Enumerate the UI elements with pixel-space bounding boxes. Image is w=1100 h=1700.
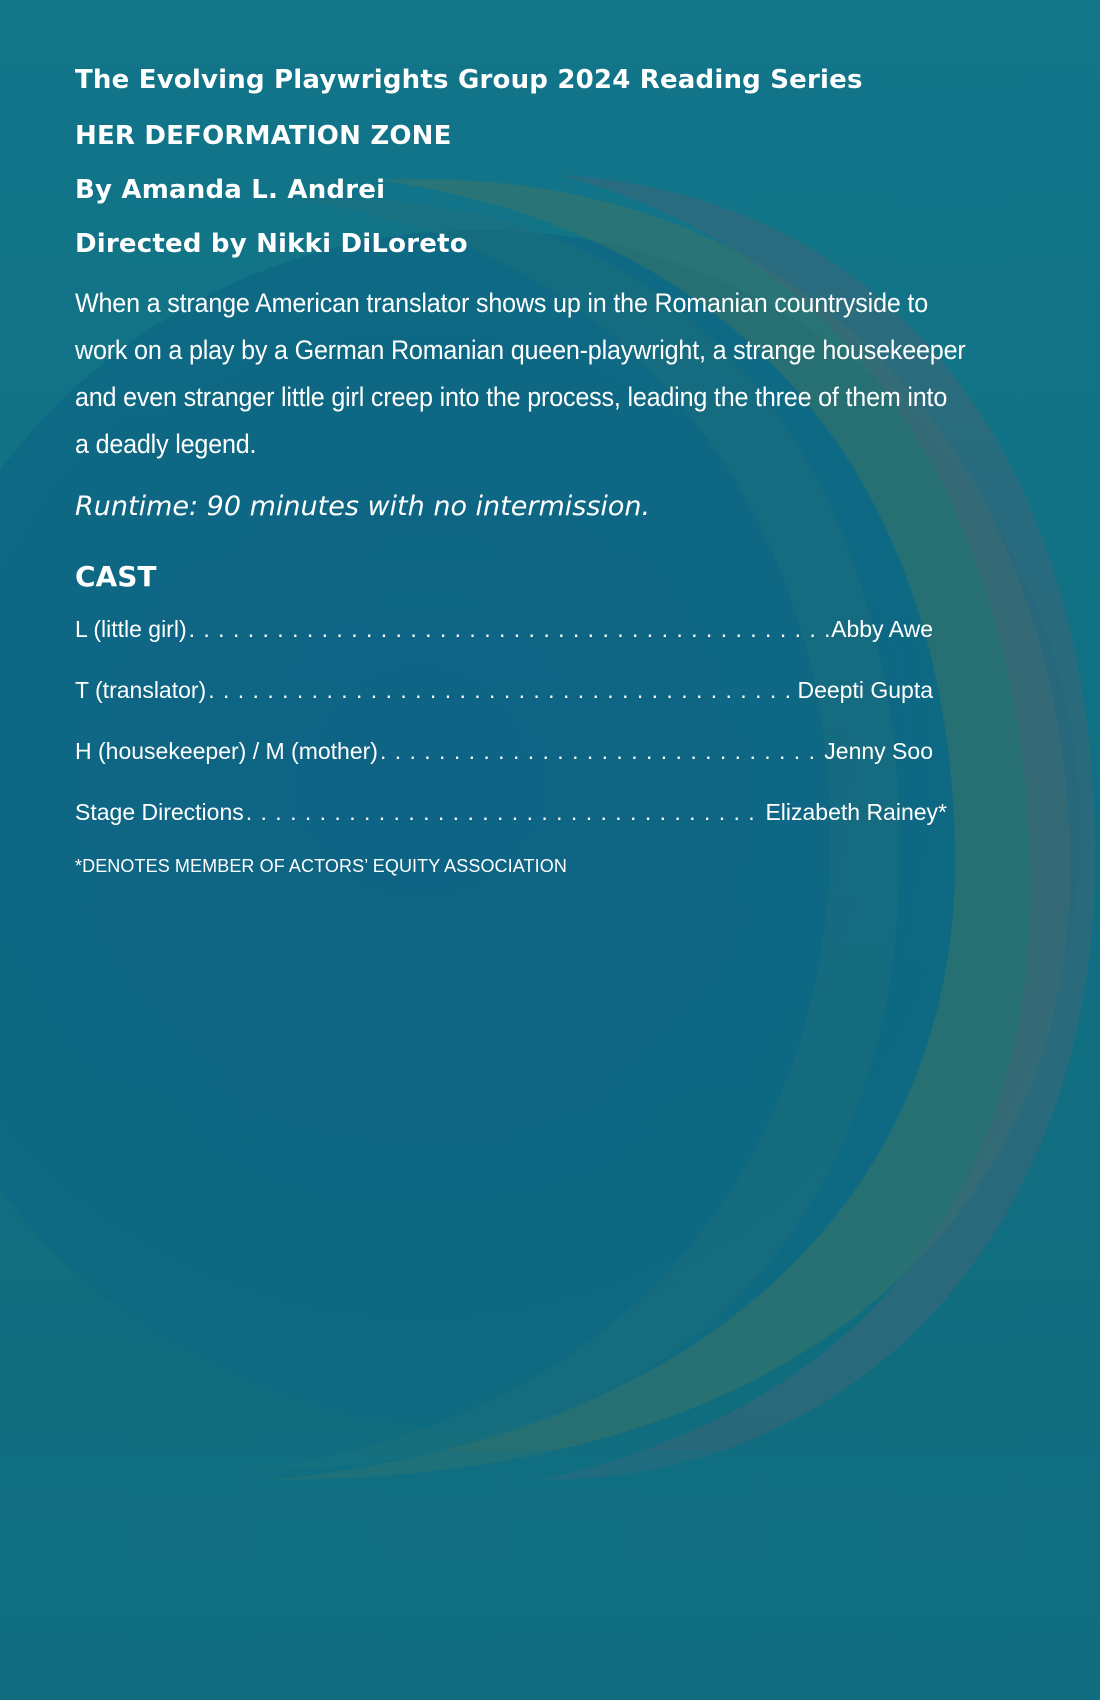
cast-row <box>75 675 933 705</box>
synopsis-line: and even stranger little girl creep into the process, leading the three of them into <box>75 382 948 412</box>
cast-role: L (little girl) <box>75 616 187 642</box>
dot-leader <box>246 797 764 827</box>
runtime-note: Runtime: 90 minutes with no intermission. <box>75 491 651 522</box>
cast-row <box>75 614 933 644</box>
cast-list <box>75 614 1055 827</box>
cast-role: T (translator) <box>75 677 207 703</box>
cast-actor: Elizabeth Rainey* <box>765 799 947 825</box>
author-line: By Amanda L. Andrei <box>75 175 386 205</box>
dot-leader <box>380 736 822 766</box>
program-page <box>75 64 1055 878</box>
cast-row <box>75 797 947 827</box>
cast-actor: Deepti Gupta <box>797 677 933 703</box>
cast-heading: CAST <box>75 560 157 593</box>
cast-actor: Abby Awe <box>831 616 933 642</box>
equity-footnote: *DENOTES MEMBER OF ACTORS’ EQUITY ASSOCIATION <box>75 856 567 876</box>
play-title: HER DEFORMATION ZONE <box>75 121 452 151</box>
cast-row <box>75 736 933 766</box>
synopsis <box>75 280 1052 468</box>
cast-role: Stage Directions <box>75 799 244 825</box>
synopsis-line: a deadly legend. <box>75 429 257 459</box>
synopsis-line: work on a play by a German Romanian queen-playwright, a strange housekeeper <box>75 335 966 365</box>
cast-role: H (housekeeper) / M (mother) <box>75 738 378 764</box>
synopsis-line: When a strange American translator shows up in the Romanian countryside to <box>75 288 928 318</box>
dot-leader <box>208 675 795 705</box>
director-line: Directed by Nikki DiLoreto <box>75 229 468 259</box>
cast-actor: Jenny Soo <box>824 738 933 764</box>
series-heading: The Evolving Playwrights Group 2024 Reading Series <box>75 65 863 95</box>
dot-leader <box>189 614 830 644</box>
